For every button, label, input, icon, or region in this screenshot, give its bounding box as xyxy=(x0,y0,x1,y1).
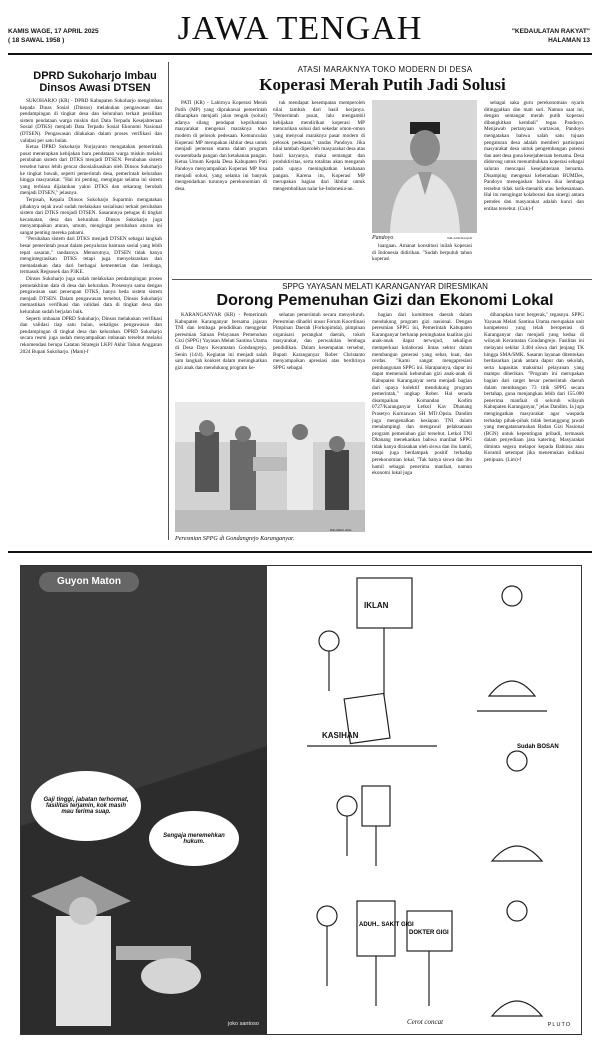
article1-headline-line2: Dinsos Awasi DTSEN xyxy=(39,82,151,94)
photo1-credit: KR-Abid Rasyidi xyxy=(447,236,472,240)
hijri-date: ( 18 SAWAL 1958 ) xyxy=(8,37,65,44)
photo1-caption: Pandoyo xyxy=(372,235,394,241)
article3-text: bagian dari komitmen daerah dalam mendukung program gizi nasional. Dengan peresmian SPPG ini, Pemerintah Kabupaten Karanganyar berharap peningkatan kualitas gizi anak-anak dapat terwujud, sekaligus memperkuat kolaborasi lintas sektor dalam membangun generasi yang sehat, kuat, dan cerdas. "Kami sangat mengapresiasi pembangunan SPPG ini. Harapannya, dapur ini dapat memenuhi kebutuhan gizi anak-anak di Kabupaten Karanganyar serta menjadi bagian dari upaya kolektif mendukung program pemerintah," ungkap Rober. Hal senada disampaikan Komandan Kodim 0727/Karanganyar Letkol Kav Dhanang Prasetyo Kurniawan SH MTr.Opsla. Dandim juga mengenalkan kesiapan TNI dalam mendampingi dan mengawal pelaksanaan program pemenuhan gizi tersebut. Letkol TNI Dhanang menekankan bahwa manfaat SPPG tidak hanya dirasakan oleh siswa dan ibu hamil, tetapi juga berdampak positif terhadap perekonomian lokal. "Tak hanya siswa dan ibu hamil sebagai penerima manfaat, namun ekonomi lokal juga xyxy=(372,312,472,477)
cartoonist-signature: joko santoso xyxy=(228,1021,259,1027)
page-number: HALAMAN 13 xyxy=(548,37,590,44)
speech-bubble-1: Gaji tinggi, jabatan terhormat, fasilitas terjamin, kok masih mau terima suap. xyxy=(31,771,141,841)
article1-paragraph: "Perubahan sistem dari DTKS menjadi DTSEN sebagai langkah besar pemerintah pusat dalam penyaluran bantuan sosial yang lebih tepat sasaran," tandasnya. Menurutnya, DTSEN tidak hanya mengintegrasikan DTKS tetapi juga menyelaraskan dan memadankan data dari berbagai kementerian dan lembaga, termasuk Regsosek dan P3KE. xyxy=(20,236,162,276)
masthead-paper-block xyxy=(512,27,590,45)
article3-text: diharapkan turut bergerak," tegasnya. SPPG Yayasan Melati Santina Utama merupakan unit kompetensi yang telah beroperasi di Karanganyar dan menjadi yang kedua di wilayah Kecamatan Gondangrejo. Fasilitas ini melayani sekitar 3.404 siswa dari jenjang TK hingga SMA/SMK. Sasaran layanan ditentukan berdasarkan jarak antara dapur dan sekolah, serta kapasitas maksimal pelayanan yang mampu diberikan. "Program ini merupakan bagian dari target besar pemerintah daerah dalam membangun 73 titik SPPG secara bertahap, guna menjangkau lebih dari 155.000 penerima manfaat di seluruh wilayah Kabupaten Karanganyar," jelas Dandim. Ia juga mengingatkan masyarakat agar waspada terhadap pihak-pihak tidak bertanggung jawab yang mengatasnamakan Badan Gizi Nasional (BGN) untuk kepentingan pribadi, termasuk dalam penyediaan jasa katering. Masyarakat diminta segera melapor kepada Babinsa atau Koramil setempat jika menemukan indikasi penipuan. (Lim)-f xyxy=(484,312,584,464)
article2-text: tuk mendapat kesempatan memperoleh nilai tambah dari hasil kerjanya. "Pemerintah pusat, lalu mengambil kebijakan mendirikan koperasi MP mencarikan solusi dari sekedar omon-omon yang menyoal maraknya pasar modern di pelosok pedesaan," tandas Pandoyo. Jika nilai tambah diperoleh masyarakat desa atas hasil karyanya, maka semangat dan produktivitas, serta totalitas akan mengarah pada upaya meningkatkan ketahanan pangan. Karena itu, Koperasi MP merupakan bagian dari ikhtiar untuk mengembalikan nalar ke-Indonesia-an. xyxy=(273,100,365,192)
photo1-caption-row xyxy=(372,235,472,243)
photo2-credit: KR-Abdul Alim xyxy=(330,528,352,532)
article2-text: sebagai saka guru perekonomian nyaris ditinggalkan dan mati suri. Namun saat ini, dengan semangat merah putih koperasi dibangkitkan kembali" tegas Pandoyo. Menjawab pertanyaan wartawan, Pandoyo mengatakan bahwa salah satu tujuan pengaturan desa adalah memberi partisipasi masyarakat desa untuk pengembangan potensi dan aset desa guna kesejahteraan bersama. Desa didorong untuk menumbuhkan koperasi sebagai saluran mencapai kesejahteraan bersama. Disamping mengenai keberadaan BUMDes, Pandoyo menegaskan bahwa dua lembaga tersebut tidak tarik-menarik atau berkesamaan. Hal itu mengingat kolaborasi dan sinergi antara pemdes dan masyarakat adalah kunci dan entitas tersebut. (Cuk)-f xyxy=(484,100,584,212)
article3-column-3 xyxy=(372,312,472,542)
cartoon-panel xyxy=(20,565,582,1035)
article1-paragraph: Ketua DPRD Sukoharjo Nurjayanto mengatakan pemerintah pusat menerapkan kebijakan baru pendataan warga miskin melalui perubahan sistem dari DTKS menjadi DTSEN. Perubahan sistem tersebut harus lebih gencar disosialisasikan oleh Dinsos Sukoharjo ke tingkat bawah, seperti pemerintah desa, pemerintah kelurahan hingga masyarakat. "Hal ini penting, mengingat selama ini sistem yang terbiasa dijalankan yakni DTKS dan sekarang berubah menjadi DTSEN," jelasnya. xyxy=(20,144,162,197)
article2-column-3 xyxy=(372,243,472,273)
article3-text: sehatan pemerintah secara menyeluruh. Peresmian dihadiri unsur Forum Koordinasi Pimpinan Daerah (Forkopimda), pimpinan organisasi perangkat daerah, tokoh masyarakat, dan perwakilan lembaga pendidikan. Dalam kesempatan tersebut, Bupati Karanganyar Rober Christanto menyampaikan apresiasi atas berdirinya SPPG sebagai xyxy=(273,312,365,371)
article2-column-2 xyxy=(273,100,365,255)
issue-date: KAMIS WAGE, 17 APRIL 2025 xyxy=(8,28,99,35)
section-divider xyxy=(8,551,592,553)
article1-body xyxy=(20,98,162,528)
pluto-cartoon xyxy=(267,566,581,1034)
sppg-photo xyxy=(175,402,365,532)
guyon-maton-cartoon xyxy=(21,566,267,1034)
article1-headline-line1: DPRD Sukoharjo Imbau xyxy=(33,70,157,82)
article3-column-2 xyxy=(273,312,365,398)
article3-kicker: SPPG YAYASAN MELATI KARANGANYAR DIRESMIKAN xyxy=(282,282,488,291)
pandoyo-photo xyxy=(372,100,477,233)
article3-headline: Dorong Pemenuhan Gizi dan Ekonomi Lokal xyxy=(216,292,554,309)
article1-paragraph: SUKOHARJO (KR) - DPRD Kabupaten Sukoharjo mengimbau kepada Dinas Sosial (Dinsos) melakukan pengawasan dan pendampingan di tingkat desa dan kelurahan terkait peralihan sistem pendataan warga miskin dari Data Terpadu Kesejahteraan Sosial (DTKS) menjadi Data Terpadu Sosial Ekonomi Nasional (DTSEN). Pengawasan dilakukan dalam proses verifikasi dan validasi per satu bulan. xyxy=(20,98,162,144)
portrait-illustration xyxy=(372,100,477,233)
kasihan-sign: KASIHAN xyxy=(322,731,359,740)
sakit-gigi-sign: ADUH.. SAKIT GIGI xyxy=(359,922,414,928)
article1-paragraph: Dinsos Sukoharjo juga sudah melakukan pendampingan proses pemutakhiran data di desa dan kelurahan. Prosesnya sama dengan pengawasan saat penerapan DTKS, hanya beda sistem sistem menjadi DTSEN. Dalam pengawasan tersebut, Dinsos Sukoharjo memastikan verifikasi dan validasi data di tingkat desa dan kelurahan sudah berjalan baik. xyxy=(20,276,162,315)
masthead-rule xyxy=(8,53,592,55)
article3-text: KARANGANYAR (KR) - Pemerintah Kabupaten Karanganyar bersama jajaran TNI dan lembaga pendidikan menggelar peresmian Satuan Pelayanan Pemenuhan Gizi (SPPG) Yayasan Melati Santina Utama di Desa Dayu Kecamatan Gondangrejo, Senin (14/4). Kegiatan ini menjadi salah satu langkah konkret dalam meningkatkan gizi anak dan mendukung program ke- xyxy=(175,312,267,371)
article2-column-1 xyxy=(175,100,267,255)
masthead xyxy=(0,0,600,56)
speech-bubble-2: Sengaja meremehkan hukum. xyxy=(149,811,239,866)
cartoon-caption: Cerot concat xyxy=(407,1018,444,1026)
article2-kicker: ATASI MARAKNYA TOKO MODERN DI DESA xyxy=(297,65,473,74)
photo2-caption: Peresmian SPPG di Gondangrejo Karanganyar. xyxy=(175,535,295,542)
dokter-gigi-sign: DOKTER GIGI xyxy=(409,930,449,936)
article2-headline: Koperasi Merah Putih Jadi Solusi xyxy=(259,75,506,94)
pluto-strip-illustration xyxy=(267,566,581,1034)
article1-paragraph: Terpisah, Kepala Dinsos Sukoharjo Suparmin mengatakan pihaknya sejak awal sudah melakukan sosialisasi terkait perubahan sistem dari DTKS menjadi DTSEN. Sasarannya petugas di tingkat kecamatan, desa dan kelurahan. Dinsos Sukoharjo juga menyampaikan aturan, umum, mengingat perubahan aturan ini sangat penting mereka pahami. xyxy=(20,196,162,236)
article1-paragraph: Seperti imbauan DPRD Sukoharjo, Dinsos melakukan verifikasi dan validasi tiap satu bulan, sekaligus pengawasan dan pendampingan di tingkat desa dan kelurahan. DPRD Sukoharjo secara resmi juga sudah menyampaikan imbauan tersebut melalui rekomendasi berupa Catatan Strategis LKPJ Akhir Tahun Anggaran 2024 Bupati Sukoharjo. (Mam)-f xyxy=(20,315,162,355)
article-divider xyxy=(172,279,592,280)
article2-text: luargaan. Amanat konstitusi inilah koperasi di Indonesia didirikan. "Sudah berpuluh tahun koperasi xyxy=(372,243,472,263)
ceremony-illustration xyxy=(175,402,365,532)
article2-text: PATI (KR) - Lahirnya Koperasi Merah Putih (MP) yang diprakarsai pemerintah diharapkan menjadi jalan tengah (solusi) adanya silang pendapat keprihatinan masyarakat mengenai maraknya toko modern di pelosok pedesaan. Kemunculan Koperasi MP merupakan ikhtiar desa untuk menjadi pemeran utama dalam program swasembada pangan dan ketahanan pangan. Ketua Umum Kepala Desa Kabupaten Pati Pandoyo menyampaikan Koperasi MP bisa menjadi solusi, yang selama ini banyak mengendarkan turunnya perekonomian di desa. xyxy=(175,100,267,192)
section-title: JAWA TENGAH xyxy=(177,10,423,47)
paper-name: "KEDAULATAN RAKYAT" xyxy=(511,28,590,35)
article3-column-1 xyxy=(175,312,267,398)
sudah-bosan-bubble: Sudah BOSAN xyxy=(517,744,559,750)
column-divider xyxy=(168,62,169,540)
pluto-signature: PLUTO xyxy=(547,1022,571,1028)
article3-column-4 xyxy=(484,312,584,542)
guyon-maton-logo: Guyon Maton xyxy=(39,572,139,592)
article1-headline xyxy=(20,70,170,94)
iklan-sign: IKLAN xyxy=(364,601,389,610)
article2-column-4 xyxy=(484,100,584,275)
